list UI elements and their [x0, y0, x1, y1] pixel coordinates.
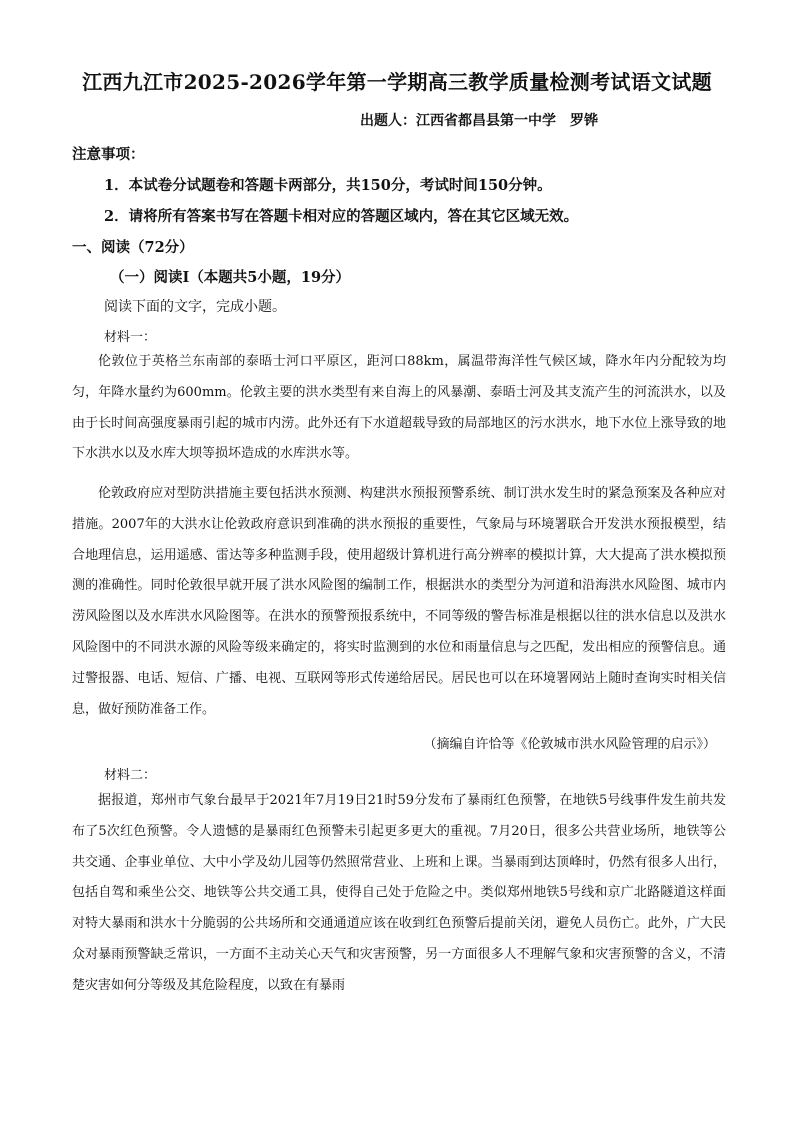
notice-heading: 注意事项： — [72, 146, 145, 163]
notice-item-2: 2．请将所有答案书写在答题卡相对应的答题区域内，答在其它区域无效。 — [104, 208, 579, 225]
page-title: 江西九江市2025-2026学年第一学期高三教学质量检测考试语文试题 — [82, 70, 712, 94]
material-1-source: （摘编自许恰等《伦敦城市洪水风险管理的启示》） — [423, 737, 716, 752]
subsection-heading: （一）阅读Ⅰ（本题共5小题，19分） — [110, 269, 351, 286]
notice-item-1: 1．本试卷分试题卷和答题卡两部分，共150分，考试时间150分钟。 — [104, 177, 552, 194]
material-1-label: 材料一： — [104, 330, 157, 345]
author-line: 出题人：江西省都昌县第一中学 罗铧 — [360, 113, 598, 129]
material-1-paragraph-2: 伦敦政府应对型防洪措施主要包括洪水预测、构建洪水预报预警系统、制订洪水发生时的紧急预案及各种应对措施。2007年的大洪水让伦敦政府意识到准确的洪水预报的重要性，气象局与环境署联合开发洪水预报模型，结合地理信息，运用遥感、雷达等多种监测手段，使用超级计算机进行高分辨率的模拟计算，大大提高了洪水模拟预测的准确性。同时伦敦很早就开展了洪水风险图的编制工作，根据洪水的类型分为河道和沿海洪水风险图、城市内涝风险图以及水库洪水风险图等。在洪水的预警预报系统中，不同等级的警告标准是根据以往的洪水信息以及洪水风险图中的不同洪水源的风险等级来确定的，将实时监测到的水位和雨量信息与之匹配，发出相应的预警信息。通过警报器、电话、短信、广播、电视、互联网等形式传递给居民。居民也可以在环境署网站上随时查询实时相关信息，做好预防准备工作。 — [72, 486, 726, 717]
material-2-paragraph-1: 据报道，郑州市气象台最早于2021年7月19日21时59分发布了暴雨红色预警，在地铁5号线事件发生前共发布了5次红色预警。令人遗憾的是暴雨红色预警未引起更多更大的重视。7月20日，很多公共营业场所，地铁等公共交通、企事业单位、大中小学及幼儿园等仍然照常营业、上班和上课。当暴雨到达顶峰时，仍然有很多人出行，包括自驾和乘坐公交、地铁等公共交通工具，使得自己处于危险之中。类似郑州地铁5号线和京广北路隧道这样面对特大暴雨和洪水十分脆弱的公共场所和交通通道应该在收到红色预警后提前关闭，避免人员伤亡。此外，广大民众对暴雨预警缺乏常识，一方面不主动关心天气和灾害预警，另一方面很多人不理解气象和灾害预警的含义，不清楚灾害如何分等级及其危险程度，以致在有暴雨 — [72, 793, 726, 993]
reading-instruction: 阅读下面的文字，完成小题。 — [104, 299, 286, 315]
material-2-label: 材料二： — [104, 768, 157, 783]
section-heading: 一、阅读（72分） — [72, 239, 194, 256]
material-1-paragraph-1: 伦敦位于英格兰东南部的泰晤士河口平原区，距河口88km，属温带海洋性气候区域，降水年内分配较为均匀，年降水量约为600mm。伦敦主要的洪水类型有来自海上的风暴潮、泰晤士河及其支流产生的河流洪水，以及由于长时间高强度暴雨引起的城市内涝。此外还有下水道超载导致的局部地区的污水洪水，地下水位上涨导致的地下水洪水以及水库大坝等损坏造成的水库洪水等。 — [72, 354, 726, 462]
